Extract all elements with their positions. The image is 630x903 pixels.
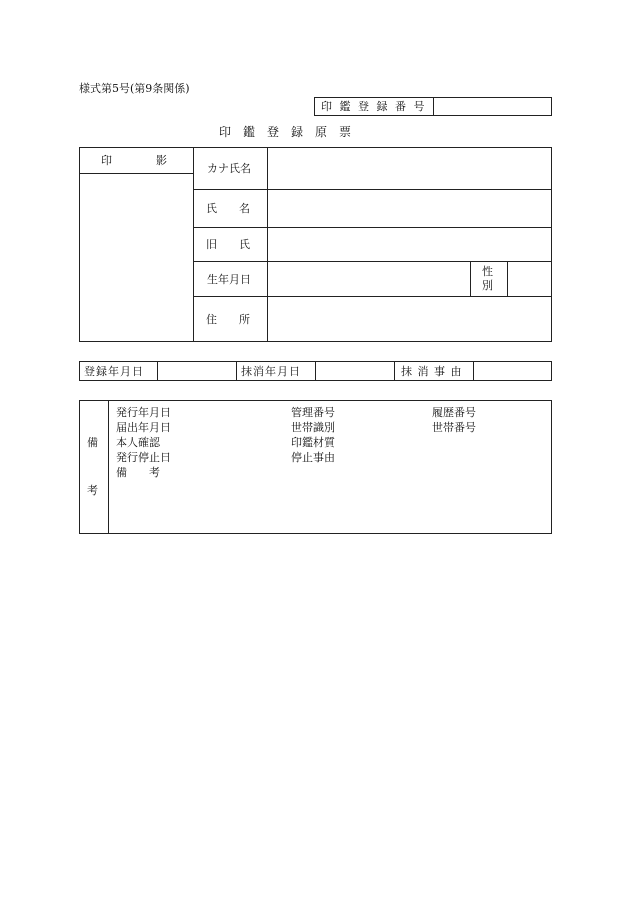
registration-date-label: 登録年月日 [84,365,144,378]
notification-date-label: 届出年月日 [116,421,171,434]
cancellation-date-label: 抹消年月日 [241,365,301,378]
seal-material-label: 印鑑材質 [291,436,335,449]
address-label: 住 所 [206,313,250,326]
history-number-label: 履歴番号 [432,406,476,419]
gender-label-bottom: 別 [482,279,493,292]
seal-impression-area[interactable] [80,174,192,340]
issue-suspension-date-label: 発行停止日 [116,451,171,464]
remarks-side-label-top: 備 [87,436,98,449]
gender-label-top: 性 [482,265,493,278]
kana-name-label: カナ氏名 [207,162,251,175]
birth-date-label: 生年月日 [207,273,251,286]
form-number: 様式第5号(第9条関係) [79,82,190,95]
suspension-reason-label: 停止事由 [291,451,335,464]
household-number-label: 世帯番号 [432,421,476,434]
remarks-note-label: 備 考 [116,466,160,479]
seal-impression-label: 印 影 [101,154,167,167]
cancellation-reason-label: 抹 消 事 由 [401,365,463,378]
remarks-side-label-bottom: 考 [87,484,98,497]
registration-number-label: 印 鑑 登 録 番 号 [321,100,427,113]
issue-date-label: 発行年月日 [116,406,171,419]
page-title: 印 鑑 登 録 原 票 [219,125,352,139]
identity-verification-label: 本人確認 [116,436,160,449]
name-label: 氏 名 [206,202,250,215]
household-identifier-label: 世帯識別 [291,421,335,434]
former-name-label: 旧 氏 [206,238,250,251]
management-number-label: 管理番号 [291,406,335,419]
